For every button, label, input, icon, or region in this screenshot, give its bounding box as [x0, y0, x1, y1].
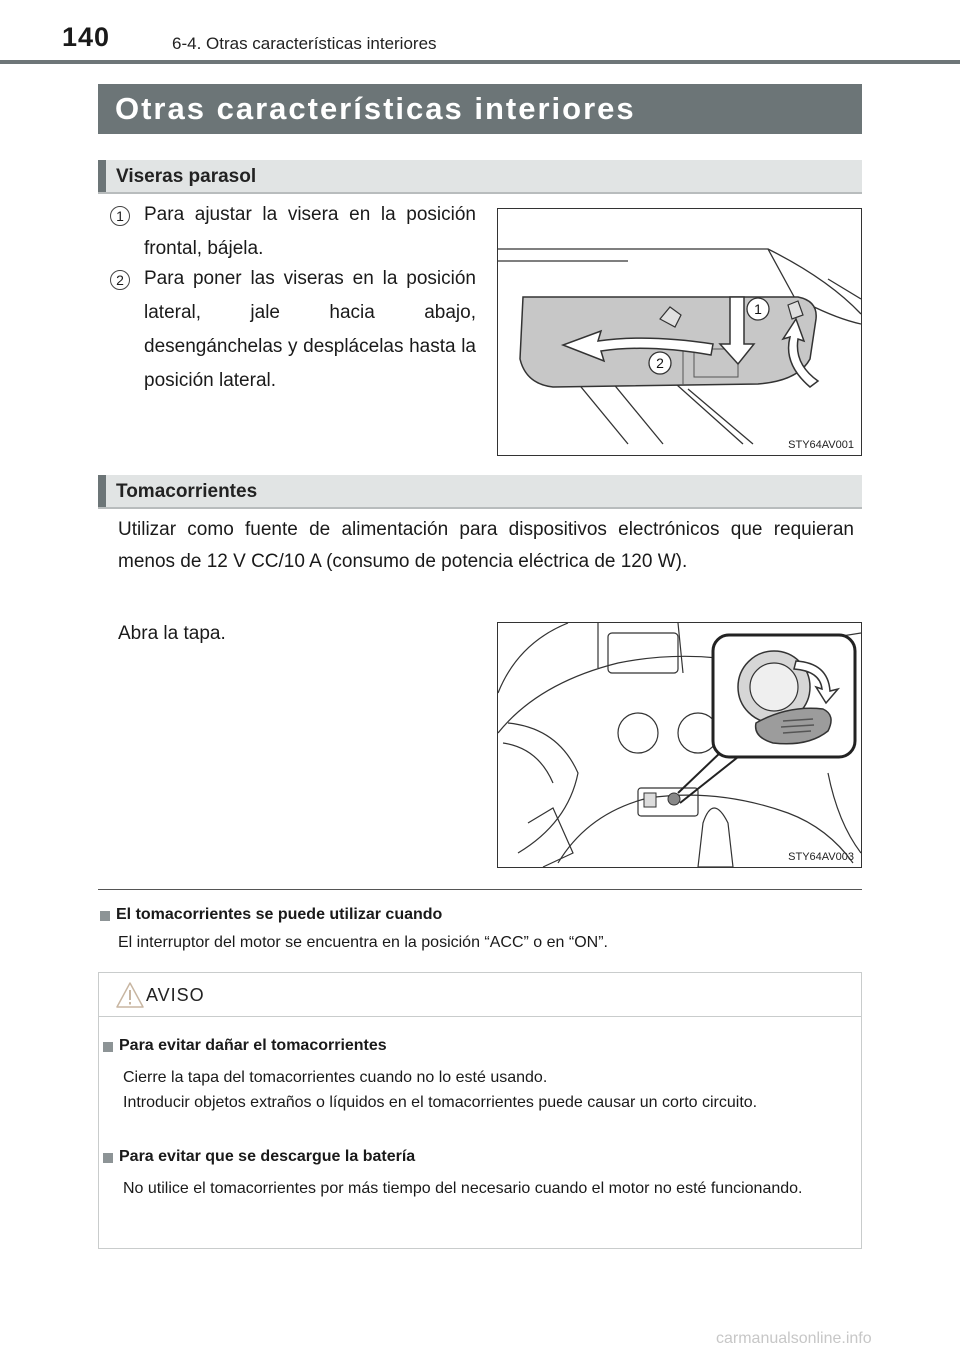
power-outlet-illustration — [498, 623, 861, 867]
step-text-2: Para poner las viseras en la posición lateral, jale hacia abajo, desengánchelas y desplácelas hasta la posición lateral. — [144, 268, 476, 391]
section-heading-visor-label: Viseras parasol — [116, 166, 257, 187]
aviso-bullet-2 — [103, 1153, 113, 1163]
aviso-divider — [99, 1016, 861, 1017]
section-heading-outlet-label: Tomacorrientes — [116, 481, 258, 502]
note-text: El interruptor del motor se encuentra en la posición “ACC” o en “ON”. — [118, 934, 608, 951]
figure-code-outlet: STY64AV003 — [788, 851, 854, 863]
section-heading-visor — [98, 160, 862, 194]
note-square-bullet — [100, 911, 110, 921]
outlet-description: Utilizar como fuente de alimentación para dispositivos electrónicos que requieran menos de 12 V CC/10 A (consumo de potencia eléctrica de 120 W). — [118, 519, 854, 572]
aviso-heading-1: Para evitar dañar el tomacorrientes — [119, 1037, 387, 1054]
aviso-bullet-1 — [103, 1042, 113, 1052]
callout-2: 2 — [656, 355, 664, 371]
step-number-1: 1 — [110, 206, 130, 226]
callout-1: 1 — [754, 301, 762, 317]
aviso-text-1a: Cierre la tapa del tomacorrientes cuando no lo esté usando. — [123, 1069, 548, 1086]
section-reference: 6-4. Otras características interiores — [172, 34, 437, 53]
page-number: 140 — [62, 22, 111, 52]
footer-watermark: carmanualsonline.info — [716, 1330, 872, 1347]
outlet-instruction: Abra la tapa. — [118, 623, 226, 644]
aviso-text-1b: Introducir objetos extraños o líquidos en el tomacorrientes puede causar un corto circuito. — [123, 1094, 758, 1111]
aviso-box — [98, 972, 862, 1249]
section-heading-outlet — [98, 475, 862, 509]
step-number-2: 2 — [110, 270, 130, 290]
figure-code-visor: STY64AV001 — [788, 439, 854, 451]
power-outlet-figure — [497, 622, 862, 868]
aviso-heading-2: Para evitar que se descargue la batería — [119, 1148, 416, 1165]
aviso-title: AVISO — [146, 985, 205, 1005]
sun-visor-illustration — [498, 209, 861, 455]
aviso-text-2: No utilice el tomacorrientes por más tiempo del necesario cuando el motor no esté funcionando. — [123, 1180, 803, 1197]
note-divider — [98, 889, 862, 890]
sun-visor-figure — [497, 208, 862, 456]
step-text-1: Para ajustar la visera en la posición frontal, bájela. — [144, 204, 476, 259]
warning-triangle-icon — [115, 981, 145, 1009]
note-heading: El tomacorrientes se puede utilizar cuando — [116, 906, 443, 923]
page-title: Otras características interiores — [98, 84, 862, 134]
header-rule — [0, 60, 960, 64]
